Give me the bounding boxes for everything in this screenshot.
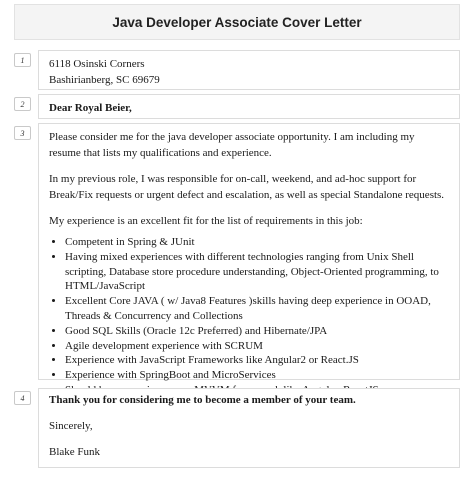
thank-you-line: Thank you for considering me to become a member of your team.: [49, 394, 356, 406]
list-item: • Having mixed experiences with different technologies ranging from Unix Shell scripting, Database store procedure understanding, Object-Oriented programming, to HTML/JavaScript: [65, 250, 449, 294]
body-section: [38, 123, 460, 380]
address-section: [38, 50, 460, 90]
closing-section: [38, 388, 460, 468]
list-item: • Good SQL Skills (Oracle 12c Preferred) and Hibernate/JPA: [65, 324, 449, 339]
salutation: Dear Royal Beier,: [49, 102, 132, 114]
section-number-3: 3: [14, 126, 31, 140]
requirements-list: [49, 235, 449, 398]
document-title-bar: [14, 4, 460, 40]
signature: Blake Funk: [49, 446, 101, 458]
body-paragraph-2: In my previous role, I was responsible for on-call, weekend, and ad-hoc support for Break/Fix requests or urgent defect and escalation, as well as special Standalone requests.: [49, 173, 445, 201]
section-number-4: 4: [14, 391, 31, 405]
body-paragraph-3: My experience is an excellent fit for the list of requirements in this job:: [49, 215, 363, 227]
list-item: • Agile development experience with SCRUM: [65, 339, 449, 354]
address-line-2: Bashirianberg, SC 69679: [49, 74, 160, 86]
body-paragraph-1: Please consider me for the java developer associate opportunity. I am including my resume that lists my qualifications and experience.: [49, 131, 415, 159]
list-item: • Experience with SpringBoot and MicroServices: [65, 368, 449, 383]
list-item: • Experience with JavaScript Frameworks like Angular2 or React.JS: [65, 353, 449, 368]
section-number-1: 1: [14, 53, 31, 67]
list-item: • Excellent Core JAVA ( w/ Java8 Features )skills having deep experience in OOAD, Threads & Concurrency and Collections: [65, 294, 449, 324]
closing-line: Sincerely,: [49, 420, 93, 432]
list-item: • Competent in Spring & JUnit: [65, 235, 449, 250]
address-line-1: 6118 Osinski Corners: [49, 58, 145, 70]
salutation-section: [38, 94, 460, 119]
section-number-2: 2: [14, 97, 31, 111]
document-title: Java Developer Associate Cover Letter: [112, 14, 362, 30]
